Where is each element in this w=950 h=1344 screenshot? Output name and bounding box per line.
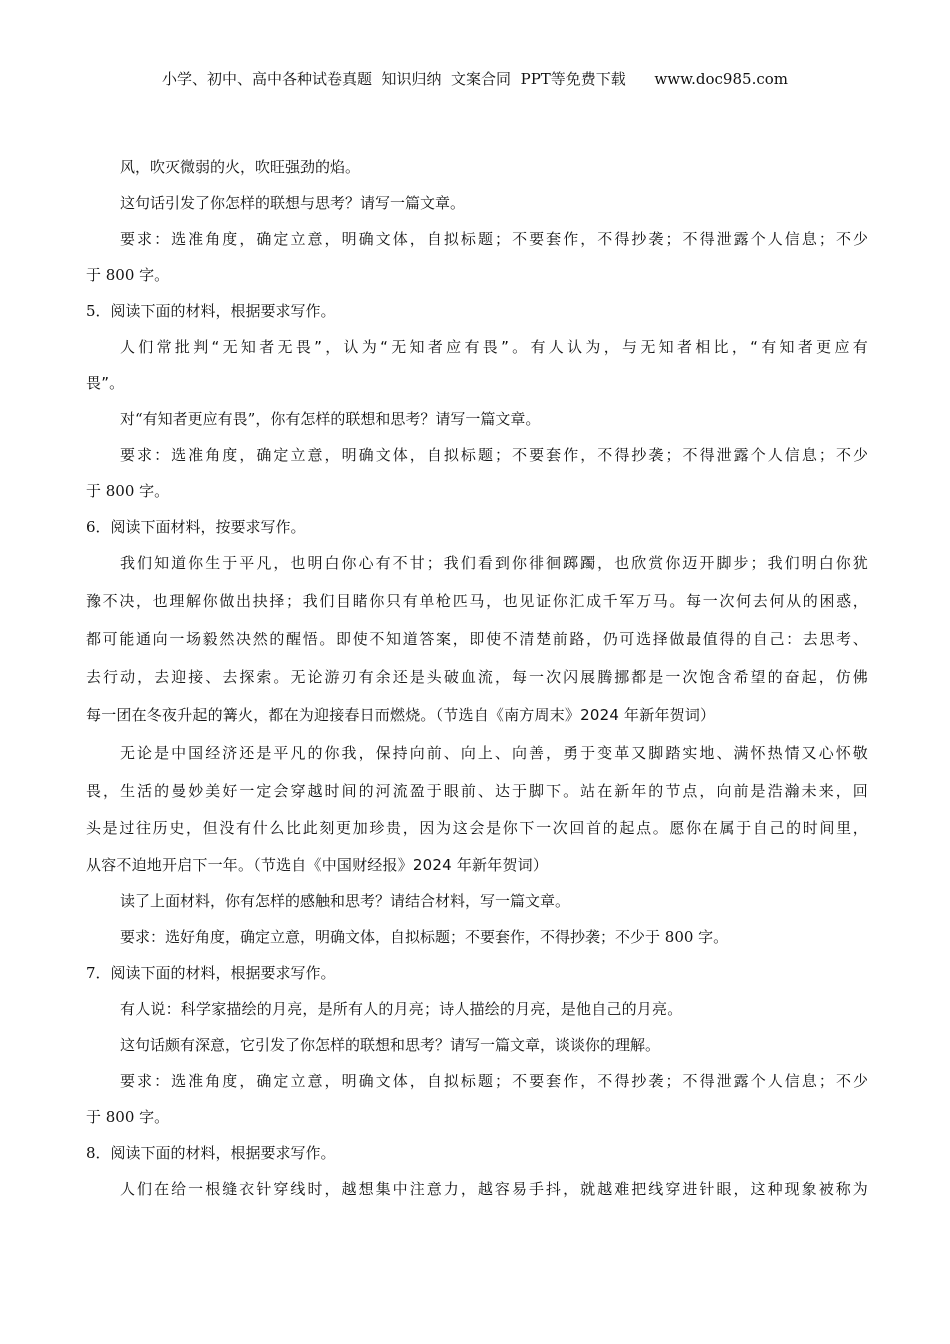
material-line: 都可能通向一场毅然决然的醒悟。即使不知道答案，即使不清楚前路，仍可选择做最值得的自己：去思考、	[86, 630, 868, 648]
question-heading: 8．阅读下面的材料，根据要求写作。	[86, 1144, 336, 1162]
material-line: 去行动，去迎接、去探索。无论游刃有余还是头破血流，每一次闪展腾挪都是一次饱含希望的奋起，仿佛	[86, 668, 868, 686]
text-line: 这句话引发了你怎样的联想与思考？请写一篇文章。	[120, 194, 466, 212]
question-heading: 6．阅读下面材料，按要求写作。	[86, 518, 306, 536]
text-line: 于 800 字。	[86, 266, 170, 284]
material-line: 人们常批判“无知者无畏”，认为“无知者应有畏”。有人认为，与无知者相比，“有知者更应有	[120, 338, 868, 356]
material-line: 有人说：科学家描绘的月亮，是所有人的月亮；诗人描绘的月亮，是他自己的月亮。	[120, 1000, 683, 1018]
text-line: 这句话颇有深意，它引发了你怎样的联想和思考？请写一篇文章，谈谈你的理解。	[120, 1036, 661, 1054]
material-line: 无论是中国经济还是平凡的你我，保持向前、向上、向善，勇于变革又脚踏实地、满怀热情又心怀敬	[120, 744, 868, 762]
material-line: 畏，生活的曼妙美好一定会穿越时间的河流盈于眼前、达于脚下。站在新年的节点，向前是浩瀚未来，回	[86, 782, 868, 800]
material-line: 人们在给一根缝衣针穿线时，越想集中注意力，越容易手抖，就越难把线穿进针眼，这种现象被称为	[120, 1180, 868, 1198]
material-line: 头是过往历史，但没有什么比此刻更加珍贵，因为这会是你下一次回首的起点。愿你在属于自己的时间里，	[86, 819, 868, 837]
page-header: 小学、初中、高中各种试卷真题 知识归纳 文案合同 PPT等免费下载 www.doc985.com	[161, 70, 788, 88]
text-line: 风，吹灭微弱的火，吹旺强劲的焰。	[120, 158, 361, 176]
text-line: 于 800 字。	[86, 482, 170, 500]
material-line: 豫不决，也理解你做出抉择；我们目睹你只有单枪匹马，也见证你汇成千军万马。每一次何去何从的困惑，	[86, 592, 868, 610]
text-line: 要求：选准角度，确定立意，明确文体，自拟标题；不要套作，不得抄袭；不得泄露个人信息；不少	[120, 446, 868, 464]
material-line: 畏”。	[86, 374, 125, 392]
material-line: 每一团在冬夜升起的篝火，都在为迎接春日而燃烧。（节选自《南方周末》2024 年新年贺词）	[86, 706, 716, 724]
text-line: 于 800 字。	[86, 1108, 170, 1126]
question-heading: 5．阅读下面的材料，根据要求写作。	[86, 302, 336, 320]
text-line: 要求：选准角度，确定立意，明确文体，自拟标题；不要套作，不得抄袭；不得泄露个人信息；不少	[120, 1072, 868, 1090]
material-line: 我们知道你生于平凡，也明白你心有不甘；我们看到你徘徊踯躅，也欣赏你迈开脚步；我们明白你犹	[120, 554, 868, 572]
text-line: 要求：选准角度，确定立意，明确文体，自拟标题；不要套作，不得抄袭；不得泄露个人信息；不少	[120, 230, 868, 248]
question-heading: 7．阅读下面的材料，根据要求写作。	[86, 964, 336, 982]
material-line: 从容不迫地开启下一年。（节选自《中国财经报》2024 年新年贺词）	[86, 856, 549, 874]
text-line: 读了上面材料，你有怎样的感触和思考？请结合材料，写一篇文章。	[120, 892, 571, 910]
text-line: 要求：选好角度，确定立意，明确文体，自拟标题；不要套作，不得抄袭；不少于 800 字。	[120, 928, 729, 946]
text-line: 对“有知者更应有畏”，你有怎样的联想和思考？请写一篇文章。	[120, 410, 541, 428]
